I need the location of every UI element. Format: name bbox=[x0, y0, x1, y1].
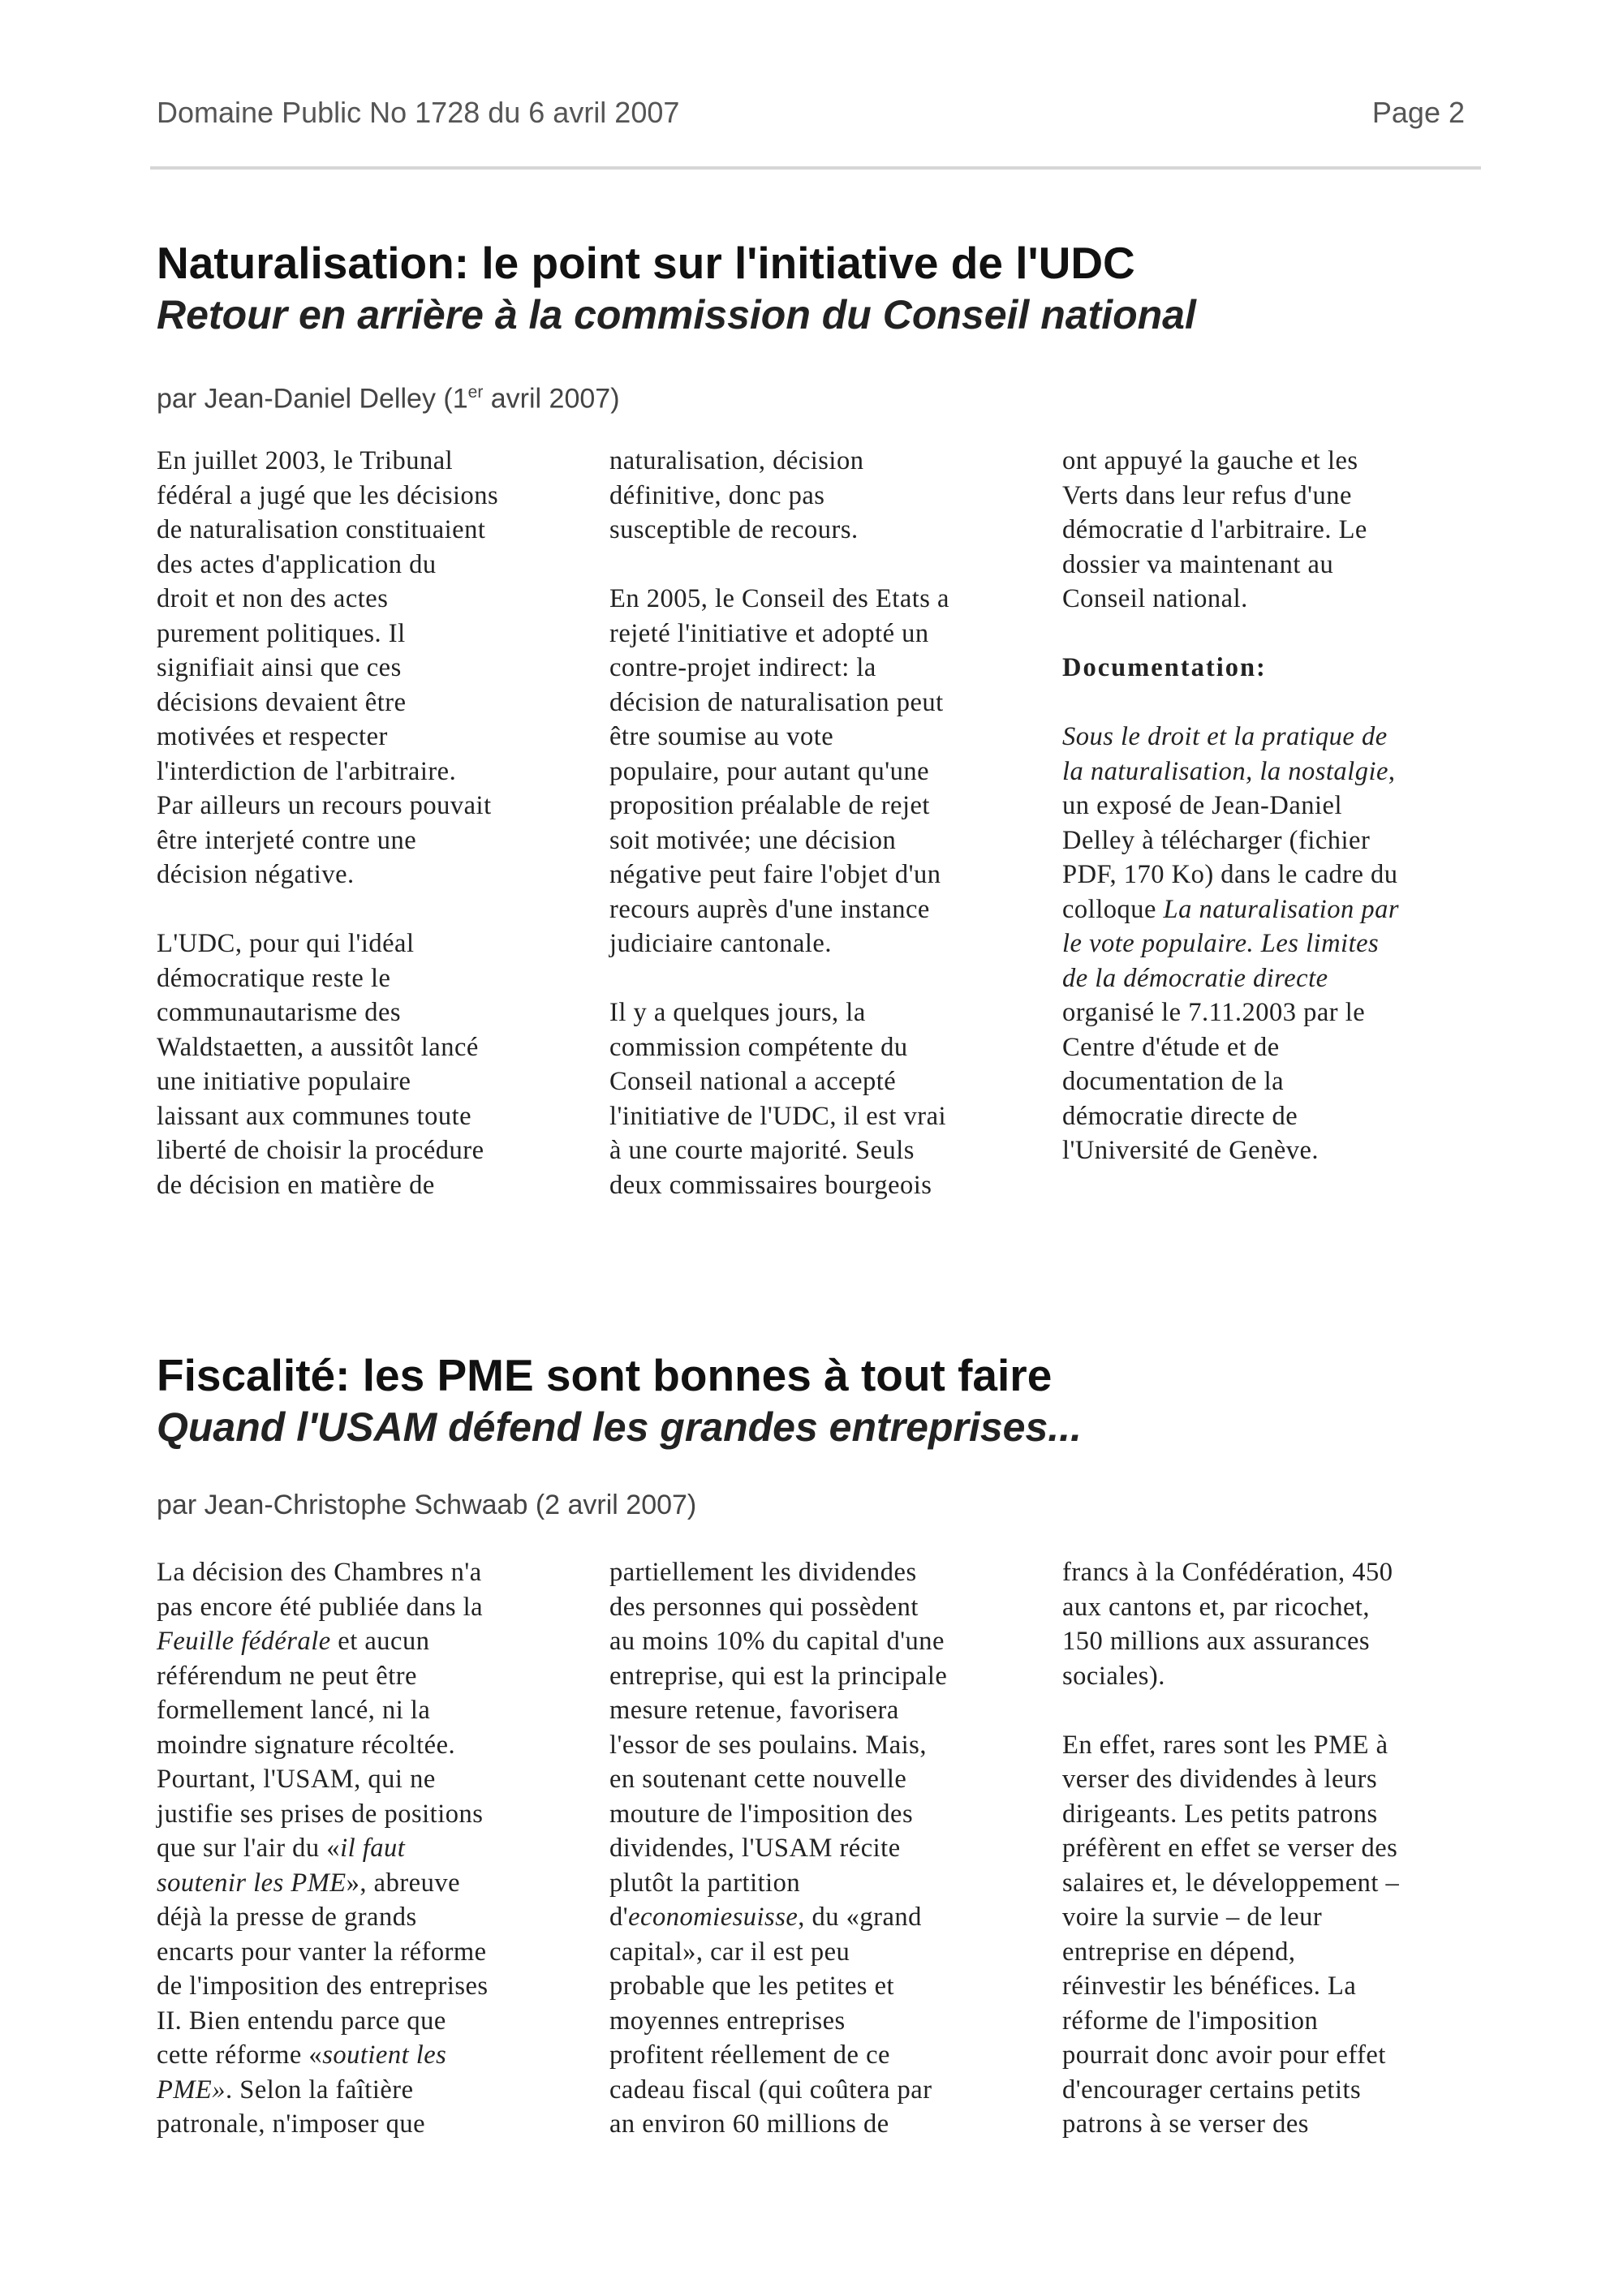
article-subtitle: Retour en arrière à la commission du Conseil national bbox=[157, 292, 1196, 338]
text-line: Waldstaetten, a aussitôt lancé bbox=[157, 1032, 479, 1062]
text-line: fédéral a jugé que les décisions bbox=[157, 480, 499, 510]
text-line: l'interdiction de l'arbitraire. bbox=[157, 756, 457, 786]
article-column bbox=[1062, 444, 1484, 1168]
text-line: rejeté l'initiative et adopté un bbox=[609, 618, 929, 648]
paragraph-gap bbox=[1062, 1693, 1484, 1728]
text-line: des personnes qui possèdent bbox=[609, 1592, 919, 1622]
article-column bbox=[157, 1555, 579, 2142]
byline-author: par Jean-Daniel Delley (1 bbox=[157, 383, 468, 415]
article-byline bbox=[157, 376, 1487, 415]
text-line: d'encourager certains petits bbox=[1062, 2075, 1362, 2105]
text-line: d'economiesuisse, du «grand bbox=[609, 1903, 922, 1932]
text-line: Conseil national. bbox=[1062, 584, 1248, 613]
text-line: commission compétente du bbox=[609, 1032, 908, 1062]
text-line: organisé le 7.11.2003 par le bbox=[1062, 998, 1366, 1027]
text-line: 150 millions aux assurances bbox=[1062, 1627, 1371, 1656]
text-line: décision négative. bbox=[157, 860, 355, 889]
text-line: décision de naturalisation peut bbox=[609, 687, 944, 717]
text-line: susceptible de recours. bbox=[609, 515, 859, 544]
header-divider bbox=[150, 166, 1481, 170]
page-number: Page 2 bbox=[1371, 96, 1465, 129]
text-line: un exposé de Jean-Daniel bbox=[1062, 791, 1342, 820]
text-line: en soutenant cette nouvelle bbox=[609, 1765, 907, 1794]
text-line: réforme de l'imposition bbox=[1062, 2006, 1319, 2036]
article-title: Naturalisation: le point sur l'initiative de l'UDC bbox=[157, 238, 1135, 288]
text-line: naturalisation, décision bbox=[609, 446, 864, 475]
text-line: aux cantons et, par ricochet, bbox=[1062, 1592, 1371, 1622]
text-line: Delley à télécharger (fichier bbox=[1062, 825, 1371, 855]
text-line: une initiative populaire bbox=[157, 1067, 411, 1096]
text-line: justifie ses prises de positions bbox=[157, 1799, 484, 1829]
text-line: de l'imposition des entreprises bbox=[157, 1971, 489, 2001]
byline-date: avril 2007) bbox=[483, 383, 620, 415]
text-line: droit et non des actes bbox=[157, 584, 389, 613]
text-line: soit motivée; une décision bbox=[609, 825, 897, 855]
text-line: Par ailleurs un recours pouvait bbox=[157, 791, 492, 820]
text-line: contre-projet indirect: la bbox=[609, 653, 876, 682]
text-line: entreprise en dépend, bbox=[1062, 1937, 1296, 1967]
text-line: au moins 10% du capital d'une bbox=[609, 1627, 945, 1656]
byline-author: par Jean-Christophe Schwaab (2 avril 2007) bbox=[157, 1490, 697, 1520]
text-line: purement politiques. Il bbox=[157, 618, 406, 648]
text-line: deux commissaires bourgeois bbox=[609, 1170, 932, 1200]
text-line: II. Bien entendu parce que bbox=[157, 2006, 446, 2036]
article-column bbox=[609, 1555, 1031, 2142]
text-line: laissant aux communes toute bbox=[157, 1101, 472, 1131]
text-line: mesure retenue, favorisera bbox=[609, 1696, 899, 1725]
text-line: moindre signature récoltée. bbox=[157, 1730, 456, 1760]
text-line: cette réforme «soutient les bbox=[157, 2040, 447, 2070]
text-line: salaires et, le développement – bbox=[1062, 1868, 1400, 1898]
text-line: formellement lancé, ni la bbox=[157, 1696, 431, 1725]
text-line: démocratie d l'arbitraire. Le bbox=[1062, 515, 1367, 544]
text-line: l'Université de Genève. bbox=[1062, 1136, 1319, 1165]
text-line: Verts dans leur refus d'une bbox=[1062, 480, 1352, 510]
text-line: négative peut faire l'objet d'un bbox=[609, 860, 941, 889]
article-naturalisation bbox=[157, 237, 1487, 415]
article-byline bbox=[157, 1489, 1487, 1521]
text-line: préfèrent en effet se verser des bbox=[1062, 1834, 1398, 1863]
text-line: En effet, rares sont les PME à bbox=[1062, 1730, 1388, 1760]
text-line: dividendes, l'USAM récite bbox=[609, 1834, 901, 1863]
text-line: En juillet 2003, le Tribunal bbox=[157, 446, 454, 475]
text-line: sociales). bbox=[1062, 1661, 1165, 1691]
text-line: verser des dividendes à leurs bbox=[1062, 1765, 1378, 1794]
text-line: Sous le droit et la pratique de bbox=[1062, 722, 1388, 751]
text-line: motivées et respecter bbox=[157, 722, 388, 751]
text-line: encarts pour vanter la réforme bbox=[157, 1937, 487, 1967]
text-line: En 2005, le Conseil des Etats a bbox=[609, 584, 949, 613]
text-line: démocratique reste le bbox=[157, 963, 391, 993]
text-line: de décision en matière de bbox=[157, 1170, 435, 1200]
text-line: des actes d'application du bbox=[157, 549, 437, 579]
text-line: démocratie directe de bbox=[1062, 1101, 1298, 1131]
text-line: à une courte majorité. Seuls bbox=[609, 1136, 915, 1165]
text-line: de la démocratie directe bbox=[1062, 963, 1328, 993]
text-line: Il y a quelques jours, la bbox=[609, 998, 866, 1027]
text-line: référendum ne peut être bbox=[157, 1661, 417, 1691]
text-line: proposition préalable de rejet bbox=[609, 791, 930, 820]
text-line: PDF, 170 Ko) dans le cadre du bbox=[1062, 860, 1398, 889]
text-line: communautarisme des bbox=[157, 998, 402, 1027]
text-line: entreprise, qui est la principale bbox=[609, 1661, 948, 1691]
text-line: Pourtant, l'USAM, qui ne bbox=[157, 1765, 436, 1794]
text-line: être soumise au vote bbox=[609, 722, 834, 751]
paragraph-gap bbox=[609, 961, 1031, 996]
article-fiscalite bbox=[157, 1349, 1487, 1521]
paragraph-gap bbox=[157, 892, 579, 927]
text-line: francs à la Confédération, 450 bbox=[1062, 1558, 1393, 1587]
text-line: de naturalisation constituaient bbox=[157, 515, 486, 544]
text-line: moyennes entreprises bbox=[609, 2006, 846, 2036]
text-line: Documentation: bbox=[1062, 653, 1267, 682]
text-line: judiciaire cantonale. bbox=[609, 929, 832, 958]
text-line: pourrait donc avoir pour effet bbox=[1062, 2040, 1386, 2070]
byline-ordinal: er bbox=[467, 383, 484, 402]
text-line: signifiait ainsi que ces bbox=[157, 653, 402, 682]
text-line: que sur l'air du «il faut bbox=[157, 1834, 406, 1863]
text-line: voire la survie – de leur bbox=[1062, 1903, 1323, 1932]
text-line: dirigeants. Les petits patrons bbox=[1062, 1799, 1378, 1829]
text-line: patrons à se verser des bbox=[1062, 2109, 1309, 2139]
text-line: définitive, donc pas bbox=[609, 480, 825, 510]
page-header bbox=[157, 96, 1465, 135]
text-line: capital», car il est peu bbox=[609, 1937, 850, 1967]
text-line: pas encore été publiée dans la bbox=[157, 1592, 484, 1622]
paragraph-gap bbox=[1062, 686, 1484, 720]
article-column bbox=[157, 444, 579, 1202]
text-line: partiellement les dividendes bbox=[609, 1558, 917, 1587]
text-line: recours auprès d'une instance bbox=[609, 894, 930, 924]
paragraph-gap bbox=[609, 548, 1031, 583]
text-line: l'initiative de l'UDC, il est vrai bbox=[609, 1101, 947, 1131]
text-line: le vote populaire. Les limites bbox=[1062, 929, 1380, 958]
text-line: documentation de la bbox=[1062, 1067, 1285, 1096]
text-line: être interjeté contre une bbox=[157, 825, 417, 855]
article-title: Fiscalité: les PME sont bonnes à tout faire bbox=[157, 1350, 1053, 1400]
text-line: populaire, pour autant qu'une bbox=[609, 756, 929, 786]
text-line: décisions devaient être bbox=[157, 687, 407, 717]
text-line: mouture de l'imposition des bbox=[609, 1799, 914, 1829]
text-line: l'essor de ses poulains. Mais, bbox=[609, 1730, 927, 1760]
text-line: PME». Selon la faîtière bbox=[157, 2075, 414, 2105]
text-line: déjà la presse de grands bbox=[157, 1903, 417, 1932]
text-line: Feuille fédérale et aucun bbox=[157, 1627, 430, 1656]
text-line: Centre d'étude et de bbox=[1062, 1032, 1280, 1062]
text-line: probable que les petites et bbox=[609, 1971, 895, 2001]
text-line: profitent réellement de ce bbox=[609, 2040, 890, 2070]
text-line: Conseil national a accepté bbox=[609, 1067, 897, 1096]
text-line: la naturalisation, la nostalgie, bbox=[1062, 756, 1396, 786]
text-line: La décision des Chambres n'a bbox=[157, 1558, 482, 1587]
article-column bbox=[1062, 1555, 1484, 2142]
text-line: ont appuyé la gauche et les bbox=[1062, 446, 1358, 475]
article-column bbox=[609, 444, 1031, 1202]
text-line: soutenir les PME», abreuve bbox=[157, 1868, 461, 1898]
text-line: colloque La naturalisation par bbox=[1062, 894, 1399, 924]
text-line: patronale, n'imposer que bbox=[157, 2109, 426, 2139]
text-line: an environ 60 millions de bbox=[609, 2109, 889, 2139]
text-line: L'UDC, pour qui l'idéal bbox=[157, 929, 415, 958]
article-subtitle: Quand l'USAM défend les grandes entreprises... bbox=[157, 1404, 1082, 1450]
text-line: dossier va maintenant au bbox=[1062, 549, 1334, 579]
publication-info: Domaine Public No 1728 du 6 avril 2007 bbox=[157, 96, 680, 129]
paragraph-gap bbox=[1062, 617, 1484, 651]
text-line: plutôt la partition bbox=[609, 1868, 801, 1898]
text-line: liberté de choisir la procédure bbox=[157, 1136, 484, 1165]
text-line: réinvestir les bénéfices. La bbox=[1062, 1971, 1357, 2001]
text-line: cadeau fiscal (qui coûtera par bbox=[609, 2075, 932, 2105]
